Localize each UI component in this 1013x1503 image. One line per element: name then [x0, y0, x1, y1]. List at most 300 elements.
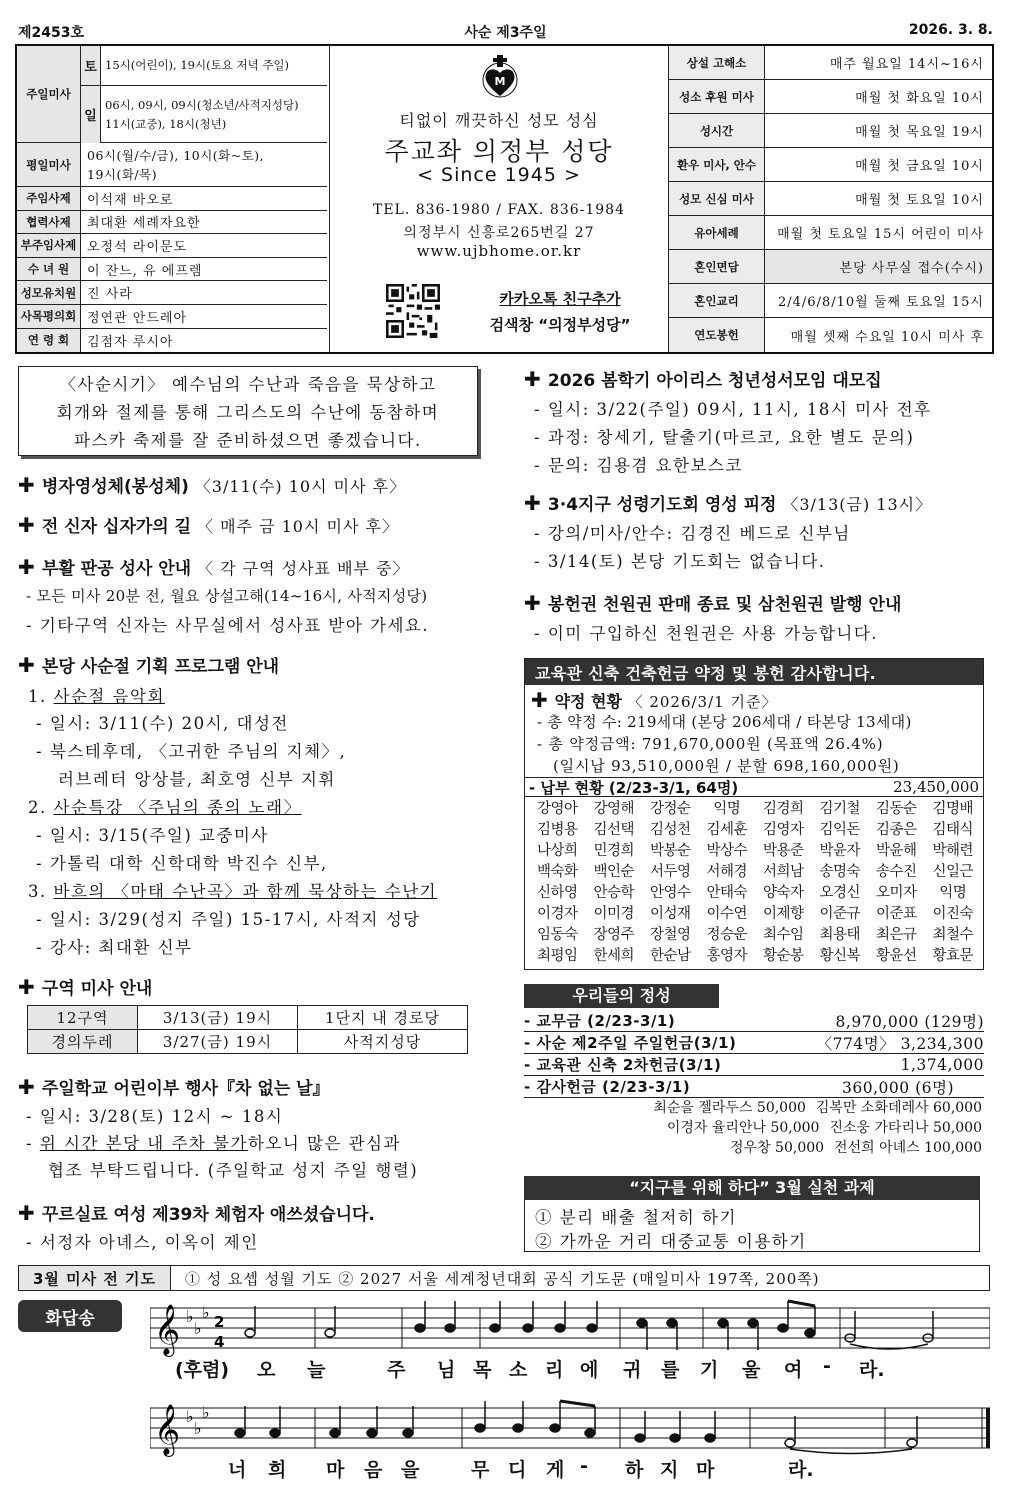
svg-text:♭: ♭ — [186, 1407, 194, 1426]
donor-name: 이준표 — [875, 906, 917, 922]
cross-icon: ✚ — [524, 491, 541, 515]
staff-name: 최대환 세례자요한 — [87, 216, 201, 232]
iris-line: - 문의: 김용겸 요한보스코 — [534, 456, 743, 475]
offering-label: - 교육관 신축 2차헌금(3/1) — [524, 1056, 722, 1074]
staff-role: 사목평의회 — [17, 305, 81, 328]
donor-name: 김세훈 — [706, 822, 748, 838]
offering-label: - 사순 제2주일 주일헌금(3/1) — [524, 1034, 737, 1052]
donor-row — [530, 1118, 982, 1138]
cross-icon: ✚ — [18, 653, 35, 677]
kakao-add-friend: 카카오톡 친구추가 — [499, 290, 621, 308]
svg-text:♭: ♭ — [194, 1419, 202, 1438]
lyric-syllable: - — [823, 1355, 831, 1377]
lyric-syllable: 음 — [364, 1459, 383, 1481]
donor-name: 오미자 — [875, 885, 917, 901]
lyric-syllable: (후렴) — [175, 1359, 230, 1381]
sunday-value — [105, 86, 325, 143]
district-date: 3/27(금) 19시 — [138, 1030, 298, 1054]
iris-line: - 일시: 3/22(주일) 09시, 11시, 18시 미사 전후 — [534, 400, 932, 419]
donor-name: 황윤선 — [875, 948, 917, 964]
pre-mass-prayer-row — [18, 1265, 990, 1291]
sunday-value-line2: 11시(교중), 18시(청년) — [105, 116, 227, 131]
lyric-syllable: 귀 — [623, 1359, 642, 1381]
schedule-row — [669, 216, 992, 250]
program-1-line: - 북스테후데, 〈고귀한 주님의 지체〉, — [36, 742, 347, 761]
offering-row — [524, 1032, 984, 1054]
cursillo-heading — [18, 1200, 375, 1225]
sunday-mass-label: 주일미사 — [17, 46, 81, 142]
svg-text:2: 2 — [214, 1313, 225, 1331]
district-date: 3/13(금) 19시 — [138, 1006, 298, 1030]
church-name: 주교좌 의정부 성당 — [384, 137, 614, 166]
sick-communion-title: 병자영성체(봉성체) — [41, 477, 189, 497]
sunday-school-line: 협조 부탁드립니다. (주일학교 성지 주일 행렬) — [48, 1161, 419, 1180]
lyric-syllable: 희 — [268, 1459, 287, 1481]
schedule-value: 2/4/6/8/10월 둘째 토요일 15시 — [778, 295, 984, 310]
sunday-school-heading — [18, 1074, 330, 1099]
iris-heading — [524, 366, 882, 391]
staff-row — [17, 258, 327, 282]
schedule-value: 매월 첫 목요일 19시 — [855, 125, 984, 140]
earth-task-bar: “지구를 위해 하다” 3월 실천 과제 — [524, 1176, 980, 1200]
issue-date: 2026. 3. 8. — [908, 22, 993, 38]
cross-icon: ✚ — [18, 975, 35, 999]
district-place: 사적지성당 — [298, 1030, 468, 1054]
offering-row — [524, 1076, 984, 1098]
donor-name: 신하영 — [536, 885, 578, 901]
lyric-syllable: 라. — [788, 1459, 814, 1481]
donor-name: 송명숙 — [819, 864, 861, 880]
donor-name: 김익돈 — [819, 822, 861, 838]
music-staff-2 — [150, 1398, 990, 1458]
donor-name: 김영자 — [762, 822, 804, 838]
voucher-title: 봉헌권 천원권 판매 종료 및 삼천원권 발행 안내 — [547, 595, 902, 615]
saturday-label: 토 — [81, 46, 101, 85]
donor-name: 박용준 — [762, 843, 804, 859]
district-area: 경의두레 — [28, 1030, 138, 1054]
cross-icon: ✚ — [18, 473, 35, 497]
lyric-syllable: 마 — [326, 1459, 345, 1481]
sick-communion-note: 〈3/11(수) 10시 미사 후〉 — [194, 477, 407, 496]
donor-name: 양숙자 — [762, 885, 804, 901]
lent-line-2: 회개와 절제를 통해 그리스도의 수난에 동참하며 — [56, 403, 440, 422]
lyric-syllable: 기 — [700, 1359, 719, 1381]
staff-name: 김점자 루시아 — [87, 334, 174, 350]
donor-name: 박상수 — [706, 843, 748, 859]
donor-name: 황순봉 — [762, 948, 804, 964]
lyric-syllable: 을 — [401, 1459, 420, 1481]
cross-icon: ✚ — [524, 591, 541, 615]
district-area: 12구역 — [28, 1006, 138, 1030]
schedule-label: 유아세례 — [669, 216, 765, 249]
schedule-label: 연도봉헌 — [669, 318, 765, 352]
staff-name: 진 사라 — [87, 287, 133, 303]
donor-name: 이성재 — [649, 906, 691, 922]
lyric-syllable: 에 — [580, 1359, 599, 1381]
sunday-school-title: 주일학교 어린이부 행사『차 없는 날』 — [41, 1079, 330, 1099]
donor-name: 장영주 — [593, 927, 635, 943]
right-schedule — [669, 46, 992, 352]
sunday-mass-row — [17, 46, 327, 143]
lyric-syllable: 디 — [508, 1459, 527, 1481]
earth-task-box — [524, 1200, 980, 1252]
cross-icon: ✚ — [18, 1201, 35, 1225]
svg-text:♭: ♭ — [186, 1307, 194, 1326]
church-website[interactable]: www.ujbhome.or.kr — [416, 242, 582, 260]
easter-confession-line: - 모든 미사 20분 전, 월요 상설고해(14~16시, 사적지성당) — [26, 587, 428, 605]
donor-names-grid — [529, 799, 981, 967]
donor-name: 안태숙 — [706, 885, 748, 901]
iris-line: - 과정: 창세기, 탈출기(마르코, 요한 별도 문의) — [534, 428, 915, 447]
spirit-retreat-line: - 강의/미사/안수: 김경진 베드로 신부님 — [534, 524, 851, 543]
weekday-mass-value — [81, 143, 327, 186]
lyric-syllable: 여 — [784, 1359, 803, 1381]
dash: - — [26, 1134, 40, 1153]
donor-name: 익명 — [713, 801, 741, 817]
donor-name: 이제향 — [762, 906, 804, 922]
staff-role: 성모유치원 — [17, 281, 81, 304]
weekday-value-line1: 06시(월/수/금), 10시(화~토), — [87, 147, 265, 163]
program-3-title — [28, 878, 437, 902]
cross-icon: ✚ — [531, 688, 548, 712]
weekday-mass-row — [17, 143, 327, 187]
svg-text:M: M — [494, 75, 506, 88]
weekday-mass-label: 평일미사 — [17, 143, 81, 186]
donor-name: 이미경 — [593, 906, 635, 922]
donor-name: 김동순 — [875, 801, 917, 817]
offering-value: 360,000 (6명) — [842, 1078, 954, 1097]
donor-row — [530, 1098, 982, 1118]
donor-name: 김선택 — [593, 822, 635, 838]
district-mass-title: 구역 미사 안내 — [41, 979, 153, 999]
staff-name: 정연관 안드레아 — [87, 310, 188, 326]
lent-program-title: 본당 사순절 기획 프로그램 안내 — [41, 657, 280, 677]
program-2-title — [28, 794, 302, 818]
schedule-value: 매월 첫 토요일 10시 — [855, 193, 984, 208]
earth-task-item: ② 가까운 거리 대중교통 이용하기 — [535, 1232, 807, 1251]
schedule-value: 매월 첫 토요일 15시 어린이 미사 — [777, 227, 984, 242]
offering-row — [524, 1054, 984, 1076]
staff-row — [17, 329, 327, 353]
donor-name: 박윤해 — [875, 843, 917, 859]
thanksgiving-donors — [530, 1098, 982, 1158]
sunday-row — [81, 86, 327, 143]
lyric-syllable: 너 — [228, 1459, 247, 1481]
schedule-value: 매주 월요일 14시~16시 — [829, 57, 984, 72]
lyric-syllable: 울 — [742, 1359, 761, 1381]
top-line — [18, 22, 993, 44]
issue-number: 제2453호 — [18, 25, 85, 41]
donor-name: 이경자 — [536, 906, 578, 922]
schedule-label: 혼인면담 — [669, 250, 765, 283]
donor-name: 서해경 — [706, 864, 748, 880]
program-1-name: 사순절 음악회 — [53, 687, 165, 706]
schedule-row — [669, 318, 992, 352]
pledge-note: 〈 2026/3/1 기준〉 — [627, 693, 778, 711]
offerings-bar: 우리들의 정성 — [524, 984, 719, 1008]
pledge-title: 약정 현황 — [554, 692, 622, 711]
easter-confession-note: 〈 각 구역 성사표 배부 중〉 — [196, 559, 410, 578]
lyric-syllable: 하 — [625, 1459, 644, 1481]
svg-text:♭: ♭ — [194, 1319, 202, 1338]
table-row — [28, 1006, 468, 1030]
donor-name: 김종은 — [875, 822, 917, 838]
cursillo-title: 꾸르실료 여성 제39차 체험자 애쓰셨습니다. — [41, 1205, 375, 1225]
lyric-syllable: 님 — [437, 1359, 456, 1381]
staff-name: 이석재 바오로 — [87, 192, 174, 208]
payment-status-amount: 23,450,000 — [893, 778, 979, 796]
program-2-name: 사순특강 〈주님의 종의 노래〉 — [53, 798, 302, 817]
music-staff-1 — [150, 1298, 990, 1358]
schedule-label: 환우 미사, 안수 — [669, 148, 765, 181]
church-subtitle: 티없이 깨끗하신 성모 성심 — [399, 111, 599, 130]
donor-name: 김성천 — [649, 822, 691, 838]
cross-icon: ✚ — [18, 513, 35, 537]
payment-status-row — [525, 777, 983, 797]
donor-name: 홍영자 — [706, 948, 748, 964]
offering-value: 1,374,000 — [900, 1055, 984, 1074]
staff-row — [17, 305, 327, 329]
district-mass-table — [27, 1005, 468, 1054]
church-tel: TEL. 836-1980 / FAX. 836-1984 — [372, 202, 625, 218]
donor-name: 서두영 — [649, 864, 691, 880]
sunday-value-line1: 06시, 09시, 09시(청소년/사적지성당) — [105, 97, 299, 112]
program-2-line: - 가톨릭 대학 신학대학 박진수 신부, — [36, 854, 328, 873]
donor-name: 송수진 — [875, 864, 917, 880]
lyric-syllable: 게 — [546, 1459, 565, 1481]
schedule-row — [669, 182, 992, 216]
responsorial-psalm-label: 화답송 — [18, 1300, 122, 1332]
schedule-value: 본당 사무실 접수(수시) — [765, 250, 992, 283]
donor-name: 황신복 — [819, 948, 861, 964]
donor: 김복만 소화데레사 60,000 — [815, 1100, 982, 1116]
lyric-syllable: 주 — [387, 1359, 406, 1381]
offering-value: 〈774명〉 3,234,300 — [816, 1034, 984, 1053]
pledge-heading — [531, 688, 777, 712]
weekday-value-line2: 19시(화/목) — [87, 166, 158, 182]
donor-name: 최용태 — [819, 927, 861, 943]
donor-name: 장철영 — [649, 927, 691, 943]
schedule-value: 매월 셋째 수요일 10시 미사 후 — [790, 329, 984, 345]
voucher-heading — [524, 590, 901, 615]
donor-name: 최평임 — [536, 948, 578, 964]
donor-name: 김태식 — [932, 822, 974, 838]
education-building-bar: 교육관 신축 건축헌금 약정 및 봉헌 감사합니다. — [525, 659, 983, 685]
offering-value: 8,970,000 (129명) — [835, 1012, 984, 1031]
staff-row — [17, 187, 327, 211]
program-3-number: 3. — [28, 882, 47, 901]
donor-name: 박봉순 — [649, 843, 691, 859]
donor-name: 최철수 — [932, 927, 974, 943]
sunday-school-line — [26, 1130, 401, 1154]
earth-task-item: ① 분리 배출 철저히 하기 — [535, 1208, 737, 1227]
treble-clef-icon: 𝄞 — [154, 1304, 181, 1355]
schedule-row — [669, 250, 992, 284]
lyric-syllable: - — [580, 1455, 588, 1477]
bulletin-header — [15, 44, 994, 354]
table-row — [28, 1030, 468, 1054]
program-1-number: 1. — [28, 687, 47, 706]
district-place: 1단지 내 경로당 — [298, 1006, 468, 1030]
easter-confession-heading — [18, 554, 410, 579]
voucher-line: - 이미 구입하신 천원권은 사용 가능합니다. — [534, 624, 879, 643]
spirit-retreat-note: 〈3/13(금) 13시〉 — [782, 495, 933, 514]
staff-row — [17, 211, 327, 235]
staff-role: 연 령 회 — [17, 329, 81, 353]
donor-name: 김병용 — [536, 822, 578, 838]
cross-icon: ✚ — [18, 555, 35, 579]
lyric-syllable: 지 — [660, 1459, 679, 1481]
donor-name: 최수임 — [762, 927, 804, 943]
lyric-syllable: 무 — [471, 1459, 490, 1481]
program-2-line: - 일시: 3/15(주일) 교중미사 — [36, 826, 269, 845]
program-3-name: 바흐의 〈마태 수난곡〉과 함께 묵상하는 수난기 — [53, 882, 438, 901]
svg-text:♭: ♭ — [202, 1303, 210, 1322]
donor-name: 한순남 — [649, 948, 691, 964]
easter-confession-line: - 기타구역 신자는 사무실에서 성사표 받아 가세요. — [26, 616, 430, 635]
donor-name: 이진숙 — [932, 906, 974, 922]
donor-name: 한세희 — [593, 948, 635, 964]
donor-name: 박윤자 — [819, 843, 861, 859]
donor: 전선희 아녜스 100,000 — [834, 1140, 982, 1156]
donor-name: 김명배 — [932, 801, 974, 817]
donor-name: 백숙화 — [536, 864, 578, 880]
cursillo-line: - 서정자 아녜스, 이옥이 제인 — [26, 1233, 259, 1252]
schedule-label: 성모 신심 미사 — [669, 182, 765, 215]
schedule-row — [669, 284, 992, 318]
program-1-line: - 일시: 3/11(수) 20시, 대성전 — [36, 714, 289, 733]
donor-name: 김기철 — [819, 801, 861, 817]
saturday-row — [81, 46, 327, 86]
pre-mass-prayer-value: ① 성 요셉 성월 기도 ② 2027 서울 세계청년대회 공식 기도문 (매일미사 197쪽, 200쪽) — [185, 1269, 820, 1288]
donor-name: 강영아 — [536, 801, 578, 817]
donor: 최순을 젤라두스 50,000 — [653, 1100, 806, 1116]
sick-communion-heading — [18, 472, 406, 497]
staff-role: 수 녀 원 — [17, 258, 81, 281]
saturday-value: 15시(어린이), 19시(토요 저녁 주일) — [105, 58, 290, 72]
church-address: 의정부시 신흥로265번길 27 — [403, 225, 595, 241]
program-3-line: - 강사: 최대환 신부 — [36, 938, 193, 957]
program-3-line: - 일시: 3/29(성지 주일) 15-17시, 사적지 성당 — [36, 910, 421, 929]
donor-name: 민경희 — [593, 843, 635, 859]
lyric-syllable: 목 — [473, 1359, 492, 1381]
staff-role: 주임사제 — [17, 187, 81, 210]
schedule-row — [669, 148, 992, 182]
schedule-label: 성소 후원 미사 — [669, 80, 765, 113]
sunday-school-line: - 일시: 3/28(토) 12시 ~ 18시 — [26, 1107, 284, 1126]
donor: 정우창 50,000 — [730, 1140, 825, 1156]
liturgical-week: 사순 제3주일 — [464, 25, 547, 41]
lyric-syllable: 오 — [257, 1359, 276, 1381]
lyric-syllable: 를 — [661, 1359, 680, 1381]
donor-name: 정승운 — [706, 927, 748, 943]
lent-program-heading — [18, 652, 279, 677]
donor-name: 강영해 — [593, 801, 635, 817]
payment-status-title: - 납부 현황 (2/23-3/1, 64명) — [529, 778, 739, 797]
donor-name: 이수연 — [706, 906, 748, 922]
lyric-syllable: 늘 — [307, 1359, 326, 1381]
sunday-school-line-tail: 하오니 많은 관심과 — [247, 1134, 401, 1153]
education-building-box — [524, 658, 984, 970]
staff-role: 부주임사제 — [17, 234, 81, 257]
program-1-line: 러브레터 앙상블, 최호영 신부 지휘 — [58, 770, 336, 789]
way-of-cross-heading — [18, 512, 399, 537]
no-parking-notice: 위 시간 본당 내 주차 불가 — [39, 1134, 248, 1153]
qr-code-icon — [386, 284, 440, 338]
schedule-label: 상설 고해소 — [669, 46, 765, 79]
donor-name: 익명 — [939, 885, 967, 901]
lent-line-3: 파스카 축제를 잘 준비하셨으면 좋겠습니다. — [74, 431, 422, 450]
donor-name: 최은규 — [875, 927, 917, 943]
schedule-row — [669, 46, 992, 80]
lyric-syllable: 마 — [696, 1459, 715, 1481]
pre-mass-prayer-label: 3월 미사 전 기도 — [19, 1266, 171, 1290]
iris-title: 2026 봄학기 아이리스 청년성서모임 대모집 — [547, 371, 882, 391]
pledge-line: (일시납 93,510,000원 / 분할 698,160,000원) — [553, 757, 900, 775]
left-schedule — [17, 46, 327, 352]
district-mass-heading — [18, 974, 152, 999]
donor-name: 김경희 — [762, 801, 804, 817]
donor-name: 오경신 — [819, 885, 861, 901]
offering-label: - 교무금 (2/23-3/1) — [524, 1012, 676, 1030]
lyric-syllable: 소 — [509, 1359, 528, 1381]
svg-text:4: 4 — [214, 1333, 225, 1351]
way-of-cross-title: 전 신자 십자가의 길 — [41, 517, 192, 537]
lyric-syllable: 리 — [545, 1359, 564, 1381]
offering-row — [524, 1010, 984, 1032]
staff-row — [17, 281, 327, 305]
treble-clef-icon: 𝄞 — [154, 1404, 181, 1455]
lent-message-box — [18, 366, 478, 456]
cross-icon: ✚ — [18, 1075, 35, 1099]
staff-row — [17, 234, 327, 258]
donor-name: 안승학 — [593, 885, 635, 901]
donor-name: 박해련 — [932, 843, 974, 859]
schedule-value: 매월 첫 금요일 10시 — [855, 159, 984, 174]
schedule-label: 혼인교리 — [669, 284, 765, 317]
offering-label: - 감사헌금 (2/23-3/1) — [524, 1078, 691, 1096]
schedule-value: 매월 첫 화요일 10시 — [855, 91, 984, 106]
spirit-retreat-line: - 3/14(토) 본당 기도회는 없습니다. — [534, 552, 826, 571]
donor-name: 서희남 — [762, 864, 804, 880]
church-since: < Since 1945 > — [417, 164, 581, 186]
svg-text:♭: ♭ — [202, 1403, 210, 1422]
staff-role: 협력사제 — [17, 211, 81, 234]
sunday-label: 일 — [81, 86, 101, 143]
donor: 이경자 율리안나 50,000 — [666, 1120, 820, 1136]
donor-name: 안영수 — [649, 885, 691, 901]
program-1-title — [28, 683, 165, 707]
donor-row — [530, 1138, 982, 1158]
donor-name: 임동숙 — [536, 927, 578, 943]
schedule-label: 성시간 — [669, 114, 765, 147]
schedule-row — [669, 114, 992, 148]
pledge-line: - 총 약정 수: 219세대 (본당 206세대 / 타본당 13세대) — [537, 713, 912, 731]
kakao-search: 검색창 “의정부성당” — [489, 316, 631, 334]
donor-name: 이준규 — [819, 906, 861, 922]
spirit-retreat-title: 3·4지구 성령기도회 영성 피정 — [547, 495, 777, 515]
heart-cross-m-emblem-icon — [480, 54, 520, 98]
lyric-syllable: 라. — [859, 1359, 885, 1381]
church-info — [329, 46, 669, 352]
easter-confession-title: 부활 판공 성사 안내 — [41, 559, 192, 579]
program-2-number: 2. — [28, 798, 47, 817]
pledge-line: - 총 약정금액: 791,670,000원 (목표액 26.4%) — [537, 735, 884, 753]
staff-name: 오정석 라이문도 — [87, 239, 188, 255]
donor-name: 나상희 — [536, 843, 578, 859]
lent-line-1: 〈사순시기〉 예수님의 수난과 죽음을 묵상하고 — [59, 375, 437, 394]
donor-name: 백인순 — [593, 864, 635, 880]
